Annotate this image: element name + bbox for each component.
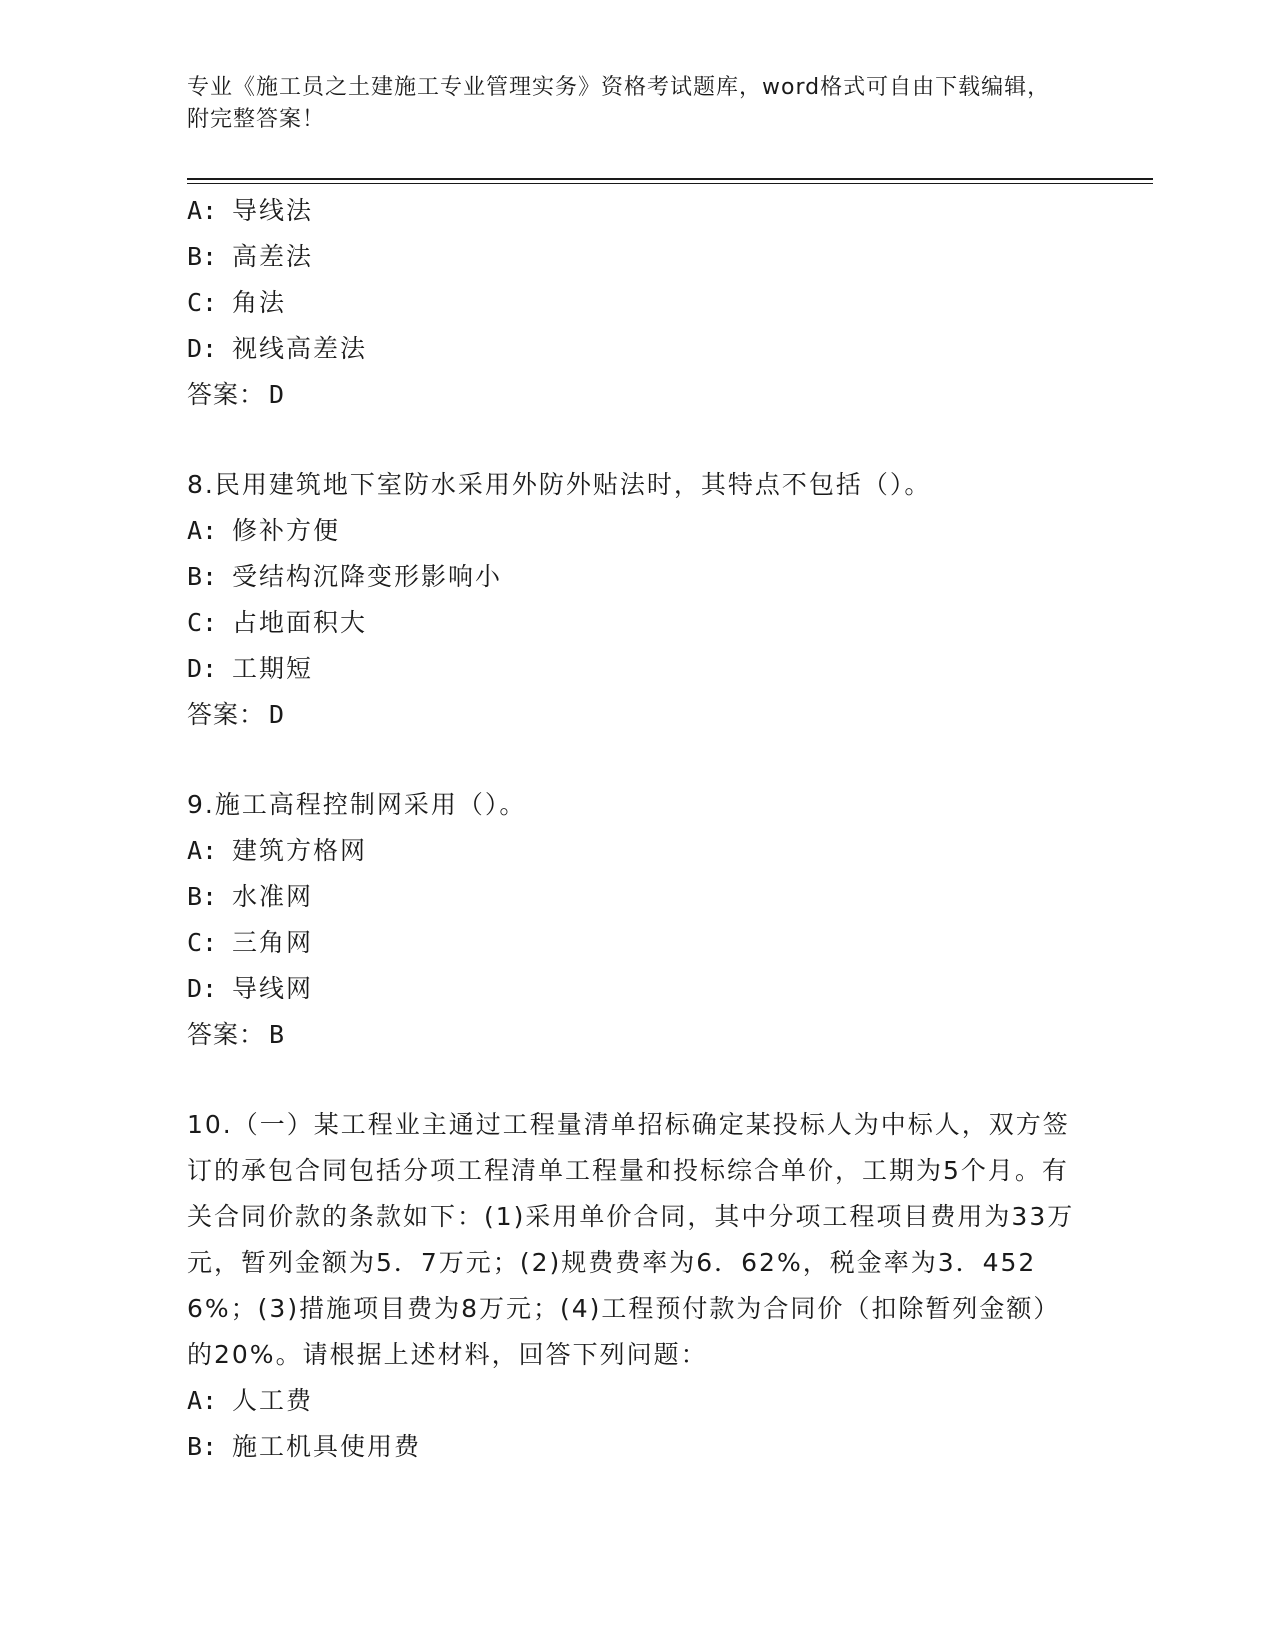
question-list	[187, 188, 1087, 1470]
option-c: C: 占地面积大	[187, 608, 368, 637]
option-a: A: 人工费	[187, 1386, 314, 1415]
header-rule-thick	[187, 178, 1153, 180]
option-b: B: 高差法	[187, 242, 314, 271]
option-c: C: 角法	[187, 288, 287, 317]
document-header: 专业《施工员之土建施工专业管理实务》资格考试题库，word格式可自由下载编辑，附完整答案！	[187, 75, 1051, 132]
option-a: A: 导线法	[187, 196, 314, 225]
option-b: B: 水准网	[187, 882, 314, 911]
question-stem: 9.施工高程控制网采用（）。	[187, 790, 527, 819]
option-a: A: 建筑方格网	[187, 836, 368, 865]
answer: 答案： B	[187, 1020, 286, 1049]
option-d: D: 导线网	[187, 974, 314, 1003]
option-a: A: 修补方便	[187, 516, 341, 545]
option-d: D: 工期短	[187, 654, 314, 683]
answer: 答案： D	[187, 380, 286, 409]
header-rule-thin	[187, 183, 1153, 184]
question-stem: 8.民用建筑地下室防水采用外防外贴法时，其特点不包括（）。	[187, 470, 932, 499]
question-stem: 10.（一）某工程业主通过工程量清单招标确定某投标人为中标人，双方签订的承包合同包括分项工程清单工程量和投标综合单价，工期为5个月。有关合同价款的条款如下：(1)采用单价合同，其中分项工程项目费用为33万元，暂列金额为5．7万元；(2)规费费率为6．62%，税金率为3．4526%；(3)措施项目费为8万元；(4)工程预付款为合同价（扣除暂列金额）的20%。请根据上述材料，回答下列问题：	[187, 1110, 1075, 1369]
option-b: B: 受结构沉降变形影响小	[187, 562, 503, 591]
option-c: C: 三角网	[187, 928, 314, 957]
question-7	[187, 188, 1087, 418]
question-8	[187, 462, 1087, 738]
answer: 答案： D	[187, 700, 286, 729]
option-d: D: 视线高差法	[187, 334, 368, 363]
question-9	[187, 782, 1087, 1058]
question-10	[187, 1102, 1087, 1470]
option-b: B: 施工机具使用费	[187, 1432, 422, 1461]
